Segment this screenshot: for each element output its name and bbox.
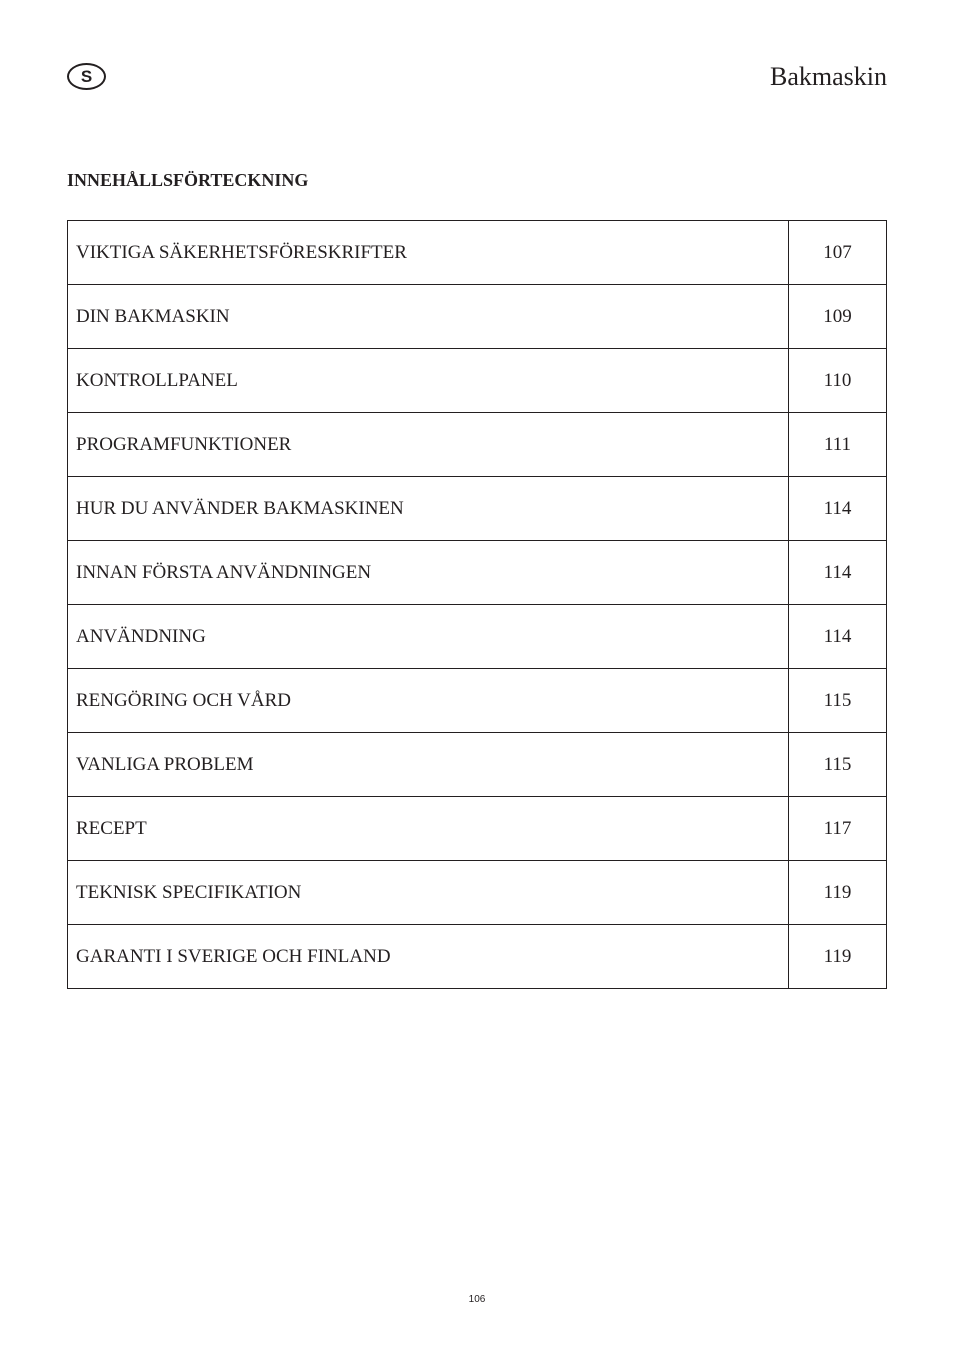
toc-entry-page: 114 [789, 605, 887, 669]
toc-entry-title: GARANTI I SVERIGE OCH FINLAND [68, 925, 789, 989]
toc-row [68, 669, 887, 733]
toc-entry-page: 109 [789, 285, 887, 349]
toc-entry-title: PROGRAMFUNKTIONER [68, 413, 789, 477]
toc-heading: INNEHÅLLSFÖRTECKNING [67, 170, 309, 190]
toc-entry-page: 114 [789, 477, 887, 541]
toc-entry-title: VANLIGA PROBLEM [68, 733, 789, 797]
page-number: 106 [468, 1294, 486, 1305]
toc-row [68, 413, 887, 477]
language-badge: S [67, 63, 106, 90]
toc-row [68, 349, 887, 413]
toc-row [68, 541, 887, 605]
toc-row [68, 925, 887, 989]
toc-entry-title: RENGÖRING OCH VÅRD [68, 669, 789, 733]
toc-entry-page: 111 [789, 413, 887, 477]
toc-entry-title: VIKTIGA SÄKERHETSFÖRESKRIFTER [68, 221, 789, 285]
toc-row [68, 221, 887, 285]
toc-entry-page: 115 [789, 669, 887, 733]
toc-entry-page: 119 [789, 925, 887, 989]
toc-row [68, 861, 887, 925]
toc-row [68, 605, 887, 669]
toc-entry-title: INNAN FÖRSTA ANVÄNDNINGEN [68, 541, 789, 605]
toc-entry-title: HUR DU ANVÄNDER BAKMASKINEN [68, 477, 789, 541]
toc-row [68, 733, 887, 797]
toc-entry-page: 114 [789, 541, 887, 605]
toc-entry-title: TEKNISK SPECIFIKATION [68, 861, 789, 925]
toc-entry-page: 107 [789, 221, 887, 285]
toc-entry-page: 110 [789, 349, 887, 413]
toc-entry-title: ANVÄNDNING [68, 605, 789, 669]
toc-entry-page: 117 [789, 797, 887, 861]
toc-entry-page: 115 [789, 733, 887, 797]
toc-entry-page: 119 [789, 861, 887, 925]
toc-entry-title: KONTROLLPANEL [68, 349, 789, 413]
toc-entry-title: DIN BAKMASKIN [68, 285, 789, 349]
toc-row [68, 797, 887, 861]
document-title: Bakmaskin [770, 62, 887, 91]
toc-entry-title: RECEPT [68, 797, 789, 861]
toc-row [68, 477, 887, 541]
toc-row [68, 285, 887, 349]
table-of-contents [67, 220, 887, 989]
